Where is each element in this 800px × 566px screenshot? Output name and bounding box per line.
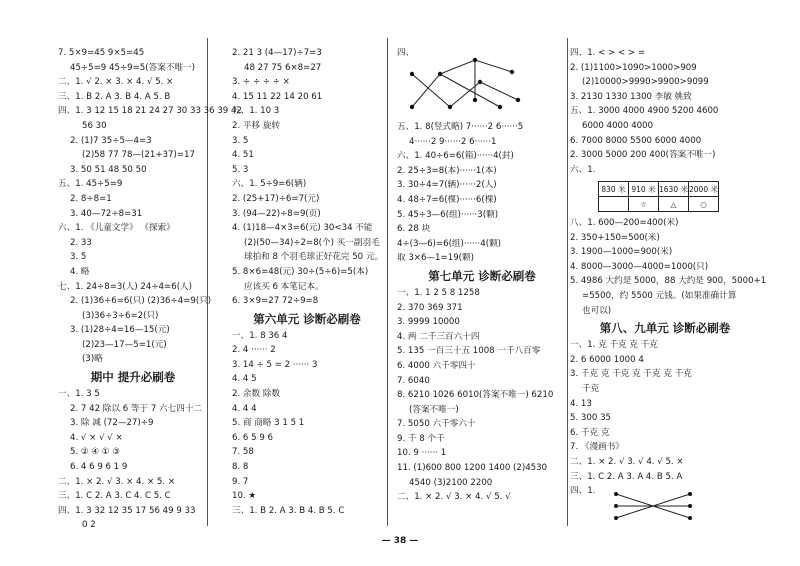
answer-line: 3. (94—22)÷8=9(页) — [232, 208, 321, 219]
answer-line: 45÷5=9 45÷9=5(答案不唯一) — [70, 62, 195, 73]
answer-line: 2. 6 6000 1000 4 — [570, 354, 644, 365]
answer-line: 一、1. 1 2 5 8 1258 — [397, 287, 480, 298]
column-4-body — [570, 216, 767, 499]
table-cell: 910 米 — [629, 182, 659, 197]
answer-line: 3. 40—72÷8=31 — [70, 208, 143, 219]
answer-line: 48 27 75 6×8=27 — [244, 62, 322, 73]
table-row — [599, 197, 719, 212]
answer-line: 二、1. × 2. √ 3. √ 4. √ 5. × — [570, 456, 684, 467]
answer-line: 2. 25÷3=8(本)······1(本) — [397, 165, 497, 176]
answer-line: 球拍和 8 个羽毛球正好花完 50 元。 — [244, 252, 384, 263]
answer-line: 3. 除 减 (72—27)÷9 — [70, 418, 154, 429]
answer-line: 四、 — [397, 48, 415, 58]
answer-line: 3. 5 — [232, 135, 249, 146]
answer-line: 五、1. 45÷5=9 — [58, 179, 123, 190]
answer-line: 10. 9 ······ 1 — [397, 448, 447, 459]
answer-line: =5500，约 5500 元钱。(如果准确计算 — [582, 290, 737, 301]
answer-line: 4. 4 5 — [232, 374, 257, 385]
answer-line: 7. 《漫画书》 — [570, 442, 624, 453]
section-title: 第七单元 诊断必刷卷 — [428, 268, 536, 283]
answer-line: 3. 2130 1330 1300 李敏 姚致 — [570, 91, 692, 102]
answer-line: 五、1. 8(竖式略) 7······2 6······5 — [397, 122, 524, 132]
answer-line: 三、1. C 2. A 3. C 4. C 5. C — [58, 491, 171, 502]
answer-line: 6. 千克 克 — [570, 427, 610, 438]
answer-line: 10. ★ — [232, 491, 257, 502]
answer-line: 6. 7000 8000 5500 6000 4000 — [570, 135, 702, 146]
answer-line: 4. √ × √ √ × — [70, 432, 123, 443]
answer-line: 2. 3000 5000 200 400(答案不唯一) — [570, 150, 716, 161]
answer-line: 5. 商 商略 3 1 5 1 — [232, 418, 305, 429]
answer-line: 5. 4986 大约是 5000，88 大约是 900，5000+1 — [570, 276, 767, 287]
answer-line: (答案不唯一) — [409, 404, 459, 415]
answer-line: 四、1. 3 32 12 35 17 56 49 9 33 — [58, 505, 196, 516]
table-cell: 830 米 — [599, 182, 629, 197]
answer-line: 五、1. 3000 4000 4900 5200 4600 — [570, 106, 719, 117]
answer-line: 2. (25+17)÷6=7(元) — [232, 193, 320, 204]
answer-line: 5. 3 — [232, 164, 249, 175]
answer-line: 4. 略 — [70, 266, 90, 277]
answer-line: 8. 6210 1026 6010(答案不唯一) 6210 — [397, 390, 554, 401]
cross-line-figure — [608, 488, 698, 524]
answer-line: 4. 8000—3000—4000=1000(只) — [570, 261, 709, 272]
answer-line: 二、1. × 2. √ 3. × 4. √ 5. √ — [397, 492, 511, 503]
answer-line: 2. 8÷8=1 — [70, 193, 112, 204]
answer-line: 应该买 6 本笔记本。 — [244, 281, 324, 292]
answer-line: 六、1. 5÷9=6(辆) — [232, 179, 307, 190]
answer-line: 一、1. 克 千克 克 千克 — [570, 340, 658, 351]
answer-line: 7. 5050 六千零六十 — [397, 419, 476, 430]
column-divider-3 — [567, 38, 568, 526]
table-cell: △ — [659, 197, 689, 212]
answer-line: 4······2 9······2 6······1 — [409, 136, 497, 147]
answer-line: 3. 5 — [70, 252, 87, 263]
answer-line: 六、1. 《儿童文学》 《探索》 — [58, 223, 175, 234]
answer-line: 3. 50 51 48 50 50 — [70, 164, 147, 175]
answer-line: 6. 4 6 9 6 1 9 — [70, 462, 128, 473]
answer-line: 4. 51 — [232, 150, 254, 161]
answer-line: 七、1. 24÷8=3(人) 24÷4=6(人) — [58, 281, 192, 292]
distance-table — [598, 181, 719, 212]
answer-line: 9. 千 8 个千 — [397, 433, 445, 444]
section-title: 第八、九单元 诊断必刷卷 — [599, 321, 731, 336]
column-divider-2 — [387, 38, 388, 526]
table-cell: 2000 米 — [689, 182, 719, 197]
column-2 — [232, 46, 382, 518]
answer-line: 三、1. B 2. A 3. B 4. B 5. C — [232, 505, 345, 516]
answer-line: 5. 300 35 — [570, 413, 612, 424]
answer-line: 3. 1900—1000=900(米) — [570, 247, 673, 258]
section-title: 第六单元 诊断必刷卷 — [253, 311, 361, 326]
answer-line: 千克 — [582, 383, 600, 394]
answer-line: 56 30 — [82, 120, 107, 131]
answer-line: 2. 7 42 除以 6 等于 7 六七四十二 — [70, 403, 203, 414]
answer-line: 4. 15 11 22 14 20 61 — [232, 91, 323, 102]
answer-line: 2. (1)36÷6=6(只) (2)36÷4=9(只) — [70, 296, 212, 307]
table-cell: ○ — [689, 197, 719, 212]
answer-line: 6. 4000 六千零四十 — [397, 360, 476, 371]
answer-line: 三、1. B 2. A 3. B 4. A 5. B — [58, 91, 171, 102]
table-cell: ☆ — [629, 197, 659, 212]
answer-line: 二、1. √ 2. × 3. × 4. √ 5. × — [58, 77, 174, 88]
answer-line: 取 3×6—1=19(颗) — [397, 253, 474, 264]
answer-line: 三、1. C 2. A 3. A 4. B 5. A — [570, 471, 683, 482]
answer-line: 4. 两 二千三百六十四 — [397, 331, 480, 342]
column-3-body — [397, 120, 567, 505]
answer-line: 3. 9999 10000 — [397, 317, 460, 328]
answer-line: (2)10000>9990>9900>9099 — [582, 77, 709, 88]
answer-line: (2)23—17—5=1(元) — [82, 339, 167, 350]
answer-line: 2. 370 369 371 — [397, 302, 463, 313]
answer-line: (3)36÷3÷6=2(只) — [82, 310, 159, 321]
answer-line: 7. 5×9=45 9×5=45 — [58, 48, 145, 58]
answer-line: 5. 45÷3—6(组)······3(颗) — [397, 209, 499, 220]
answer-line: 四、1. — [570, 486, 596, 497]
answer-line: 4÷(3—6)=6(组)······4(颗) — [397, 238, 502, 249]
answer-line: 四、1. < > < > = — [570, 48, 646, 58]
answer-line: 2. (1)7 35÷5—4=3 — [70, 135, 152, 146]
table-cell: 1630 米 — [659, 182, 689, 197]
answer-line: 2. 余数 除数 — [232, 389, 281, 400]
answer-line: 6. 3×9=27 72÷9=8 — [232, 296, 319, 307]
answer-line: 5. 135 一百三十五 1008 一千八百零 — [397, 346, 541, 357]
answer-line: 3. ÷ ÷ ÷ ÷ × — [232, 77, 290, 88]
answer-line: 3. (1)28÷4=16—15(元) — [70, 325, 170, 336]
answer-line: 4. (1)18—4×3=6(元) 30<34 不能 — [232, 223, 373, 234]
dot-line-figure — [400, 52, 535, 112]
answer-line: 6. 28 块 — [397, 224, 431, 235]
page-number: — 38 — — [381, 536, 419, 546]
answer-line: 五、1. 10 3 — [232, 106, 280, 117]
answer-line: 也可以) — [582, 305, 612, 316]
answer-line: 3. 30÷4=7(辆)······2(人) — [397, 180, 497, 191]
answer-line: 一、1. 8 36 4 — [232, 330, 288, 341]
answer-line: 2. 平移 旋转 — [232, 120, 281, 131]
answer-line: 4. 4 4 — [232, 403, 257, 414]
table-cell — [599, 197, 629, 212]
answer-line: 5. 8×6=48(元) 30÷(5÷6)=5(本) — [232, 266, 369, 277]
answer-line: 9. 7 — [232, 476, 249, 487]
answer-line: 3. 千克 克 千克 克 千克 克 千克 — [570, 369, 692, 380]
answer-line: 0 2 — [82, 520, 96, 531]
answer-line: 四、1. 3 12 15 18 21 24 27 30 33 36 39 42 — [58, 106, 242, 117]
section-title: 期中 提升必刷卷 — [90, 370, 176, 385]
answer-line: (3)略 — [82, 354, 103, 365]
answer-line: 4. 13 — [570, 398, 592, 409]
answer-line: 7. 58 — [232, 447, 254, 458]
answer-line: 8. 8 — [232, 462, 249, 473]
answer-line: 4. 48÷7=6(棵)······6(棵) — [397, 194, 497, 205]
answer-line: 六、1. 40÷6=6(箱)······4(封) — [397, 151, 514, 162]
answer-line: (2)58 77 78—(21+37)=17 — [82, 150, 195, 161]
answer-line: (2)(50—34)÷2=8(个) 买一副羽毛 — [244, 237, 380, 248]
answer-line: 4540 (3)2100 2200 — [409, 477, 493, 488]
answer-line: 6000 4000 4000 — [582, 120, 654, 131]
answer-line: 11. (1)600 800 1200 1400 (2)4530 — [397, 463, 548, 474]
answer-line: 6. 6 5 9 6 — [232, 432, 273, 443]
column-4 — [570, 46, 760, 177]
answer-line: 2. 4 ······ 2 — [232, 345, 276, 356]
answer-line: 2. 350+150=500(米) — [570, 232, 660, 243]
answer-line: 5. ② ④ ① ③ — [70, 447, 120, 458]
answer-line: 二、1. × 2. √ 3. × 4. × 5. × — [58, 476, 176, 487]
answer-line: 一、1. 3 5 — [58, 389, 100, 400]
answer-line: 2. 21 3 (4—17)÷7=3 — [232, 48, 322, 58]
answer-line: 八、1. 600—200=400(米) — [570, 218, 679, 228]
answer-line: 六、1. — [570, 164, 596, 175]
answer-line: 3. 14 ÷ 5 = 2 ······ 3 — [232, 359, 318, 370]
table-row — [599, 182, 719, 197]
answer-line: 2. (1)1100>1090>1000>909 — [570, 62, 697, 73]
answer-line: 2. 33 — [70, 237, 92, 248]
answer-line: 7. 6040 — [397, 375, 430, 386]
